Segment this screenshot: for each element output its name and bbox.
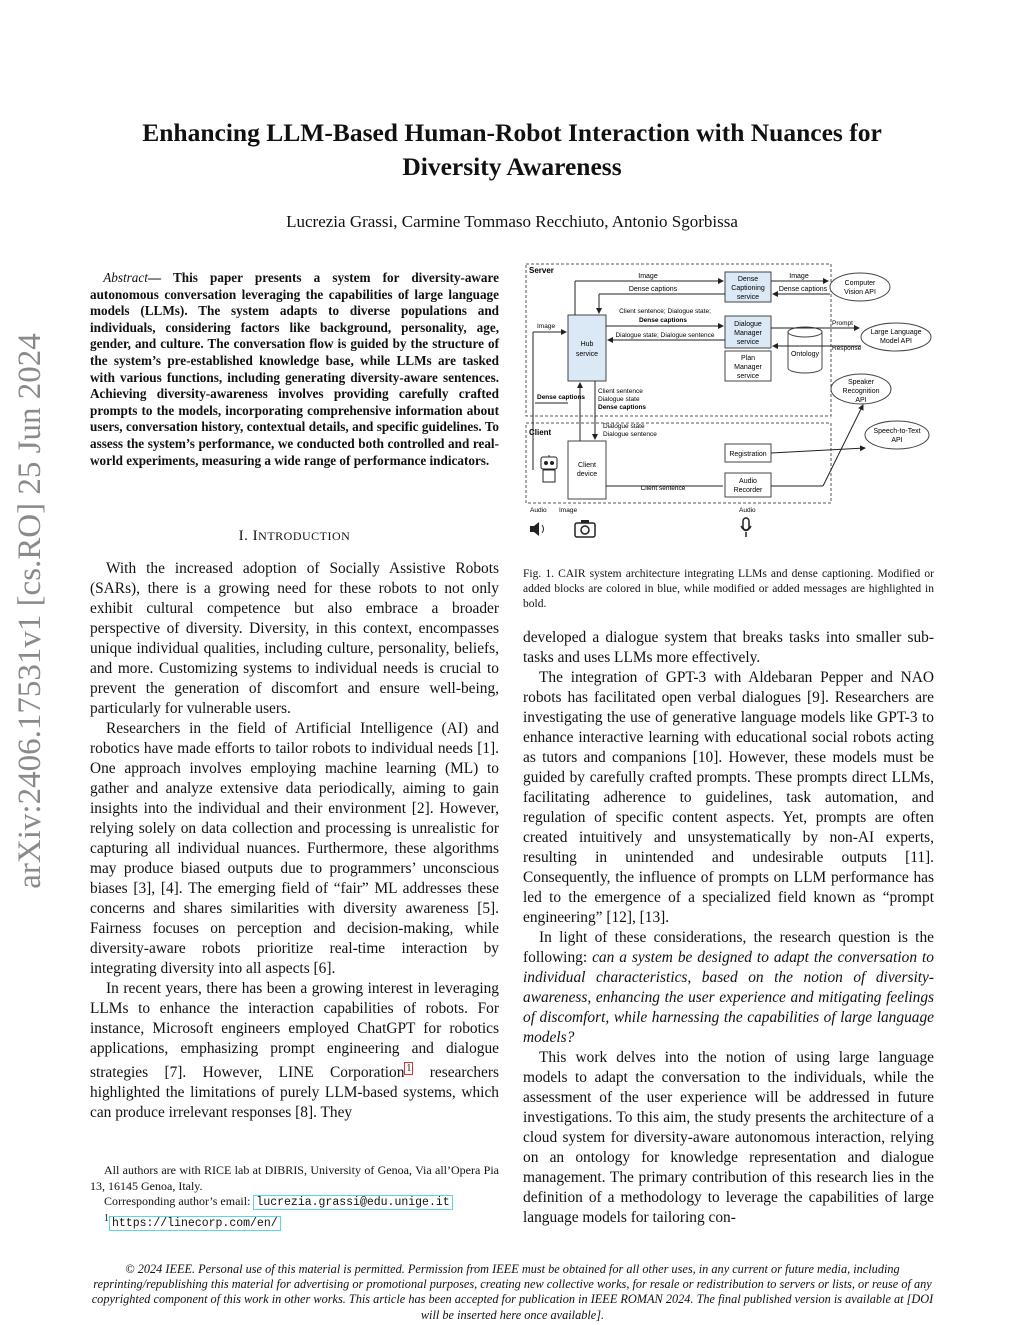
dense-captioning-label-2: Captioning [731,285,765,292]
svg-text:Large Language: Large Language [870,329,922,336]
dense-captioning-label-1: Dense [737,276,759,283]
research-question: can a system be designed to adapt the conversation to individual characteristics, based on the notion of diversity-awareness, enhancing the user experience and mitigating feelings of discomfort, while harnessing the capabilities of large language models? [523,949,934,1046]
svg-text:service: service [736,373,760,380]
svg-text:Audio: Audio [739,478,757,485]
svg-text:Dense captions: Dense captions [598,404,647,411]
footnotes [90,1163,499,1231]
author-list: Lucrezia Grassi, Carmine Tommaso Recchiuto, Antonio Sgorbissa [286,212,738,231]
camera-icon [575,520,595,537]
email-footnote: Corresponding author’s email: lucrezia.grassi@edu.unige.it [90,1194,499,1211]
url-footnote: $^1$ https://linecorp.com/en/ [90,1211,499,1232]
svg-text:Vision API: Vision API [844,289,876,296]
svg-text:Client sentence; Dialogue stat: Client sentence; Dialogue state; [619,308,711,315]
svg-text:Speaker: Speaker [847,379,875,386]
speaker-icon [530,522,544,536]
arxiv-side-stamp: arXiv:2406.17531v1 [cs.RO] 25 Jun 2024 [12,333,48,889]
linecorp-link[interactable]: https://linecorp.com/en/ [109,1216,281,1231]
svg-text:service: service [736,339,760,346]
paragraph: Researchers in the field of Artificial Intelligence (AI) and robotics have made efforts to tailor robots to individual needs [1]. One approach involves employing machine learning (ML) to gather and analyze extensive data periodically, aiming to gain insights into the individual and their environment [2]. However, relying solely on data collection and processing is unrealistic for capturing all individual nuances. Furthermore, these algorithms may produce biased outputs due to programmers’ unconscious biases [3], [4]. The emerging field of “fair” ML addresses these concerns and shares similarities with diversity awareness [5]. Fairness focuses on perception and decision-making, while diversity-aware robots prioritize real-time interaction by integrating diversity into all aspects [6]. [90,720,499,977]
svg-text:Dialogue state: Dialogue state [603,423,645,430]
svg-text:Client sentence: Client sentence [598,388,643,395]
paragraph: With the increased adoption of Socially Assistive Robots (SARs), there is a growing need for these robots to not only exhibit cultural competence but also embrace a broader perspective of diversity. Diversity, in this context, encompasses unique individual qualities, including culture, personality, beliefs, and more. Customizing systems to individual needs is crucial to prevent the generation of discomfort and ensure well-being, particularly for vulnerable users. [90,560,499,717]
client-label: Client [529,428,552,437]
svg-text:Image: Image [537,323,556,330]
abstract [90,270,499,469]
affiliation-footnote: All authors are with RICE lab at DIBRIS, University of Genoa, Via all’Opera Pia 13, 16145 Genoa, Italy. [90,1163,499,1193]
svg-text:Client: Client [578,462,596,469]
svg-text:Dense captions: Dense captions [638,317,688,324]
architecture-figure [523,260,935,550]
server-label: Server [529,266,554,275]
ontology-label: Ontology [790,351,820,358]
svg-text:API: API [891,437,903,444]
abstract-label: Abstract [103,270,148,285]
client-device-block [568,441,606,499]
dense-captioning-label-3: service [736,294,760,301]
svg-text:Computer: Computer [844,280,876,287]
svg-text:API: API [855,397,867,404]
svg-text:service: service [575,351,599,358]
svg-text:Audio: Audio [530,507,547,514]
svg-text:Recognition: Recognition [842,388,880,395]
email-link[interactable]: lucrezia.grassi@edu.unige.it [253,1195,452,1210]
paragraph: In recent years, there has been a growing interest in leveraging LLMs to enhance the interaction capabilities of robots. For instance, Microsoft engineers employed ChatGPT for robotics applications, emphasizing prompt engineering and dialogue strategies [7]. However, LINE Corporation $^1$ researchers highlighted the limitations of purely LLM-based systems, which can produce irrelevant responses [8]. They [90,980,499,1122]
svg-text:Response: Response [832,345,862,352]
paragraph: In light of these considerations, the research question is the following: can a system be designed to adapt the conversation to individual characteristics, based on the notion of diversity-awareness, enhancing the user experience and mitigating feelings of discomfort, while harnessing the capabilities of large language models? [523,929,934,1046]
svg-text:Dense captions: Dense captions [537,394,586,401]
svg-text:Dense captions: Dense captions [628,286,678,293]
paper-title: Enhancing LLM-Based Human-Robot Interaction with Nuances for Diversity Awareness [142,118,882,181]
footnote-reference[interactable]: 1 [406,1063,412,1074]
svg-text:Hub: Hub [580,341,594,348]
paragraph: developed a dialogue system that breaks tasks into smaller sub-tasks and uses LLMs more effectively. [523,629,934,666]
abstract-text: — This paper presents a system for diversity-aware autonomous conversation leveraging the capabilities of large language models (LLMs). The system adapts to diverse populations and individuals, considering factors like background, personality, age, gender, and culture. The conversation flow is guided by the structure of the system’s pre-established knowledge base, while LLMs are tasked with various functions, including generating diversity-aware sentences. Achieving diversity-awareness involves providing carefully crafted prompts to the models, incorporating comprehensive information about users, conversation history, contextual details, and specific guidelines. To assess the system’s performance, we conducted both controlled and real-world experiments, measuring a wide range of performance indicators. [90,270,499,468]
svg-text:Manager: Manager [734,364,762,371]
svg-text:Registration: Registration [729,451,767,458]
svg-text:Dense captions: Dense captions [778,286,828,293]
svg-text:Recorder: Recorder [733,487,763,494]
svg-text:Plan: Plan [740,355,756,362]
right-column-body [523,628,934,1228]
svg-text:Client sentence: Client sentence [640,485,686,492]
left-column-body [90,559,499,1123]
robot-icon [541,455,557,482]
paragraph: The integration of GPT-3 with Aldebaran Pepper and NAO robots has facilitated open verbal dialogues [9]. Researchers are investigating the use of generative language models like GPT-3 to enhance interactive learning with educational social robots acting as tutors and companions [10]. However, these models must be guided by carefully crafted prompts. These prompts direct LLMs, facilitating adherence to guidelines, task automation, and regulation of specific content aspects. Yet, prompts are often created intuitively and unsystematically by non-AI experts, resulting in unintended and undesirable outputs [11]. Consequently, the influence of prompts on LLM performance has led to the emergence of a specialized field known as “prompt engineering” [12], [13]. [523,669,934,926]
svg-text:Manager: Manager [734,330,762,337]
svg-text:Image: Image [559,507,578,514]
llm-cloud [861,323,931,351]
svg-text:Dialogue state; Dialogue sente: Dialogue state; Dialogue sentence [615,332,715,339]
speech-to-text-cloud [865,421,929,449]
svg-text:Prompt: Prompt [832,320,853,327]
svg-text:Speech-to-Text: Speech-to-Text [873,428,921,435]
computer-vision-cloud [830,273,890,301]
svg-text:device: device [576,471,598,478]
svg-text:Dialogue: Dialogue [734,321,762,328]
figure-caption: Fig. 1. CAIR system architecture integrating LLMs and dense captioning. Modified or added blocks are colored in blue, while modified or added messages are highlighted in bold. [523,568,934,610]
copyright-notice: © 2024 IEEE. Personal use of this material is permitted. Permission from IEEE must be obtained for all other uses, in any current or future media, including reprinting/republishing this material for advertising or promotional purposes, creating new collective works, for resale or redistribution to servers or lists, or reuse of any copyrighted component of this work in other works. This article has been accepted for publication in IEEE ROMAN 2024. The final published version is available at [DOI will be inserted here once available]. [91,1262,934,1322]
svg-text:Model API: Model API [880,338,912,345]
paragraph: This work delves into the notion of using large language models to adapt the conversation to the individuals, while the assessment of the user experience will be addressed in future investigations. To this aim, the study presents the architecture of a cloud system for diversity-aware autonomous interaction, relying on an ontology for knowledge representation and dialogue management. The primary contribution of this research lies in the definition of a methodology to leverage the capabilities of large language models for tailoring con- [523,1049,934,1226]
svg-text:Dialogue sentence: Dialogue sentence [603,431,657,438]
svg-text:Image: Image [638,273,658,280]
section-heading-introduction: I. INTRODUCTION [238,528,351,544]
svg-text:Audio: Audio [739,507,756,514]
svg-text:Dialogue state: Dialogue state [598,396,640,403]
microphone-icon [741,518,751,537]
svg-text:Image: Image [789,273,809,280]
hub-block [568,315,606,381]
